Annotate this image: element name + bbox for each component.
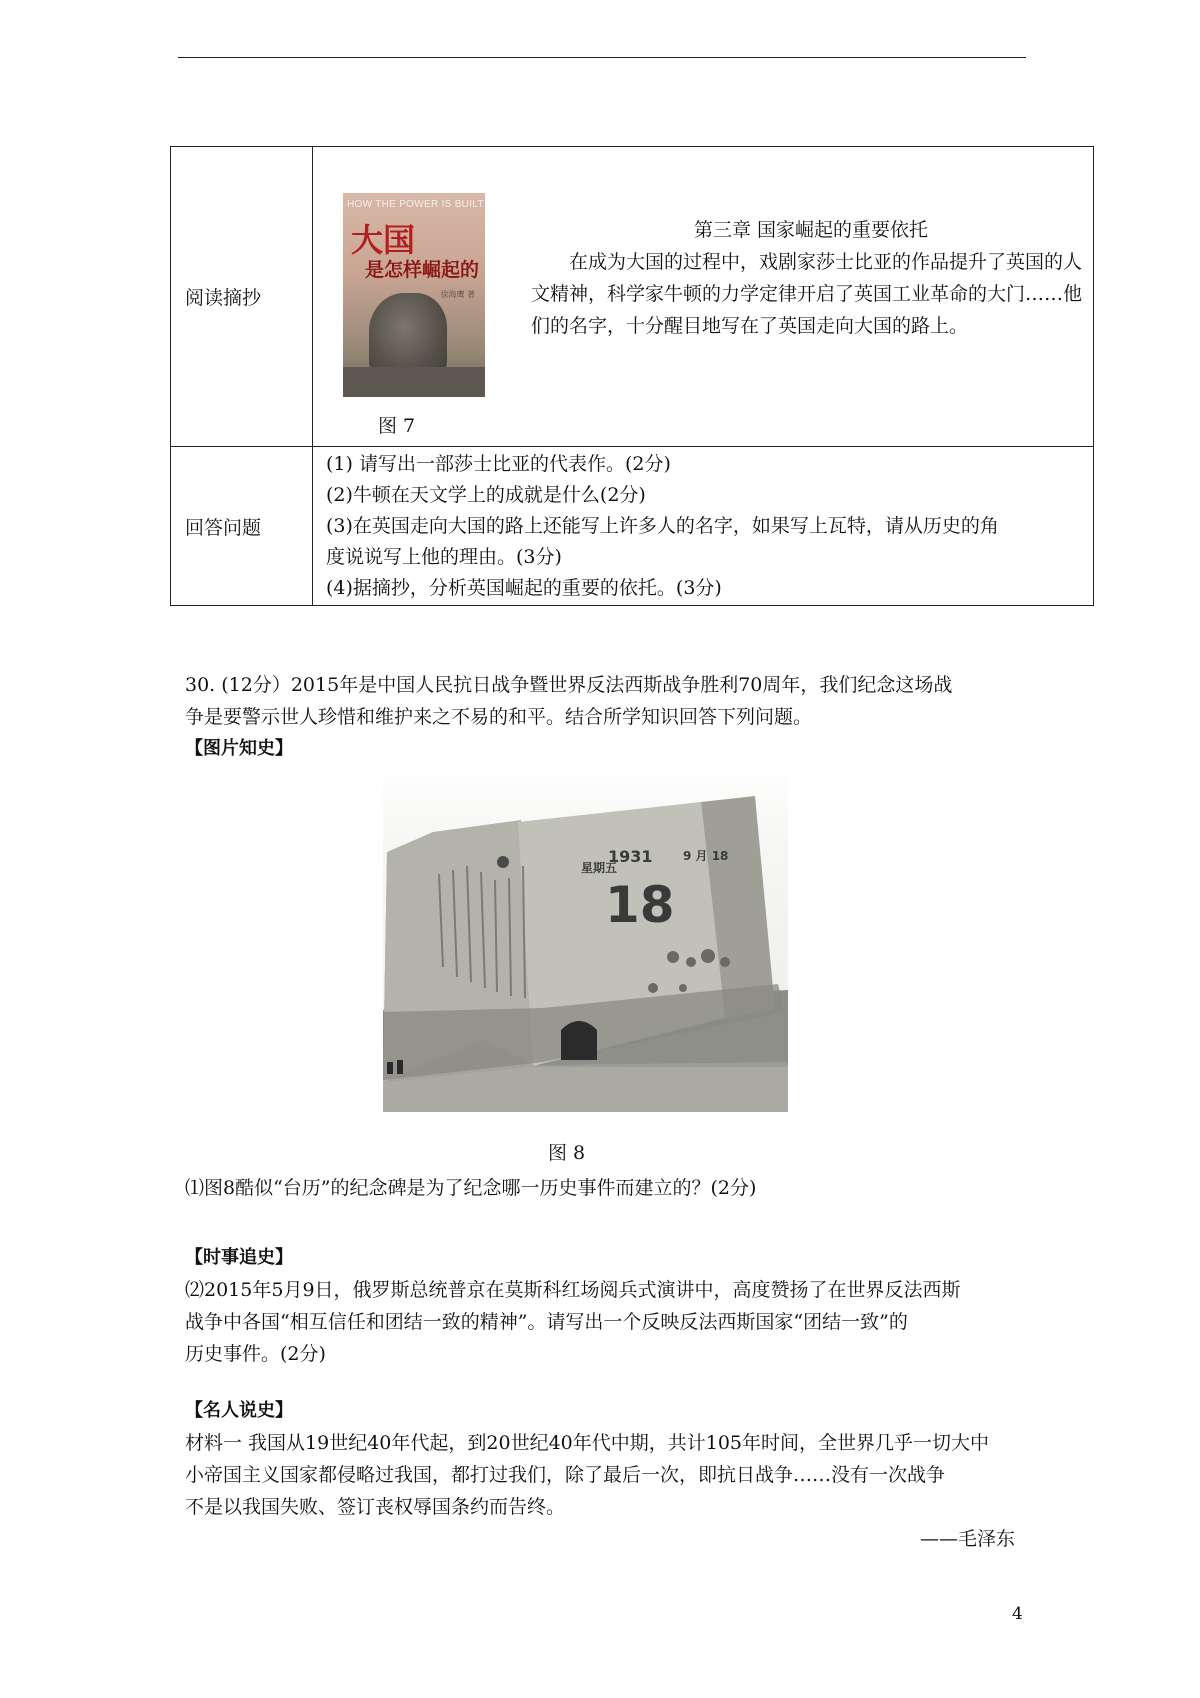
monument-day: 18 <box>605 876 675 934</box>
attribution: ——毛泽东 <box>919 1528 1015 1550</box>
row-label-reading: 阅读摘抄 <box>171 147 313 447</box>
excerpt-body: 在成为大国的过程中，戏剧家莎士比亚的作品提升了英国的人文精神，科学家牛顿的力学定律开启了英国工业革命的大门……他们的名字，十分醒目地写在了英国走向大国的路上。 <box>531 251 1083 337</box>
book-subtitle: HOW THE POWER IS BUILT <box>347 199 484 210</box>
question-item: (3)在英国走向大国的路上还能写上许多人的名字，如果写上瓦特，请从历史的角 <box>326 514 999 537</box>
questions-cell <box>313 447 1094 606</box>
question-item: (4)据摘抄，分析英国崛起的重要的依托。(3分) <box>326 576 722 599</box>
question-item: (2)牛顿在天文学上的成就是什么(2分) <box>326 483 646 506</box>
book-author: 徐海鹰 著 <box>440 290 475 299</box>
page-number: 4 <box>1012 1604 1023 1624</box>
book-title-big: 大国 <box>351 221 416 259</box>
september-18-monument-graphic <box>383 762 788 1112</box>
row-label-answer: 回答问题 <box>171 447 313 606</box>
monument-year: 1931 <box>608 847 653 866</box>
question-29-table <box>170 146 1094 606</box>
figure-8-caption: 图 8 <box>548 1142 586 1164</box>
question-30-intro <box>185 669 1035 765</box>
question-30-part2 <box>185 1242 1035 1370</box>
question-text: ⑴图8酷似“台历”的纪念碑是为了纪念哪一历史事件而建立的？(2分) <box>185 1177 757 1199</box>
material-text: 小帝国主义国家都侵略过我国，都打过我们，除了最后一次，即抗日战争……没有一次战争 <box>185 1464 946 1486</box>
material-text: 材料一 我国从19世纪40年代起，到20世纪40年代中期，共计105年时间，全世界几乎一切大中 <box>185 1432 990 1454</box>
figure-7-caption: 图 7 <box>378 415 416 437</box>
chapter-title: 第三章 国家崛起的重要依托 <box>693 219 929 241</box>
monument-weekday: 星期五 <box>581 861 618 875</box>
intro-line: 争是要警示世人珍惜和维护来之不易的和平。结合所学知识回答下列问题。 <box>185 706 813 728</box>
section-heading-picture: 【图片知史】 <box>185 738 293 759</box>
monument-month: 9 月 18 <box>683 849 729 863</box>
section-heading-current: 【时事追史】 <box>185 1247 293 1268</box>
question-item: (1) 请写出一部莎士比亚的代表作。(2分) <box>326 452 671 475</box>
question-text: ⑵2015年5月9日，俄罗斯总统普京在莫斯科红场阅兵式演讲中，高度赞扬了在世界反法西斯 <box>185 1279 961 1301</box>
material-text: 不是以我国失败、签订丧权辱国条约而告终。 <box>185 1496 566 1518</box>
header-rule <box>178 57 1026 58</box>
excerpt-text <box>531 214 1091 342</box>
question-30-part1 <box>185 1172 1035 1204</box>
section-heading-famous: 【名人说史】 <box>185 1400 293 1421</box>
stone-plinth-graphic <box>343 367 485 397</box>
monument-photo <box>383 762 788 1112</box>
question-30-material <box>185 1395 1035 1555</box>
reading-excerpt-cell <box>313 147 1094 447</box>
book-title-line2: 是怎样崛起的 <box>365 259 480 281</box>
question-text: 战争中各国“相互信任和团结一致的精神”。请写出一个反映反法西斯国家“团结一致”的 <box>185 1311 908 1333</box>
intro-line: 30. (12分）2015年是中国人民抗日战争暨世界反法西斯战争胜利70周年，我们纪念这场战 <box>185 674 953 696</box>
book-cover-image <box>343 193 485 397</box>
question-item: 度说说写上他的理由。(3分) <box>326 545 562 568</box>
question-text: 历史事件。(2分) <box>185 1343 326 1365</box>
